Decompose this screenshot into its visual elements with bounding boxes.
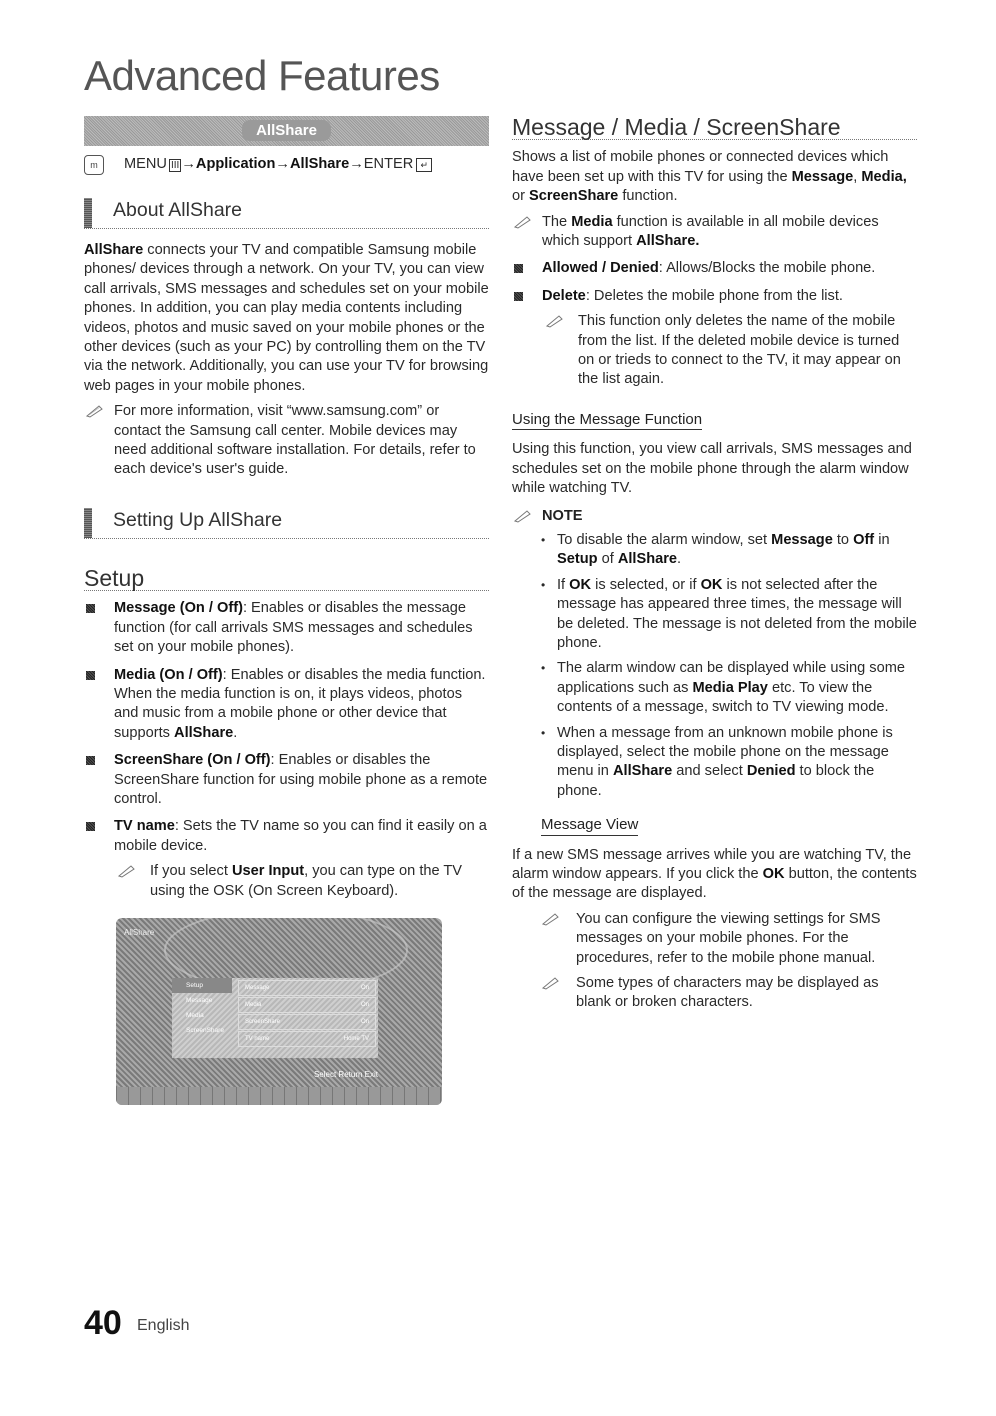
screen-menu [172,978,232,1038]
about-note: For more information, visit “www.samsung.com” or contact the Samsung call center. Mobile devices may need additional software installation. For details, refer to each device's user's guide. [84,402,489,480]
intro-text: Shows a list of mobile phones or connected devices which have been set up with this TV for using the Message, Media, or ScreenShare function. [512,149,907,205]
note-item: • To disable the alarm window, set Message to Off in Setup of AllShare. [512,531,917,570]
allshare-banner [84,116,489,146]
delete-item: Delete: Deletes the mobile phone from the list. This function only deletes the name of the mobile from the list. If the deleted mobile device is turned on or trieds to connect to the TV, it may appear on the list again. [512,287,917,390]
allowed-denied-item: Allowed / Denied: Allows/Blocks the mobile phone. [512,259,917,278]
menu-path [84,154,489,176]
screen-bottom-strip [116,1087,442,1105]
message-media-screenshare-heading: Message / Media / ScreenShare [512,118,917,140]
menu-label: MENU III [124,155,180,172]
note-label: NOTE [512,507,917,526]
setup-item-message: Message (On / Off): Enables or disables the message function (for call arrivals SMS messages and schedules set on your mobile phones). [84,599,489,657]
screen-menu-setup: Setup [172,978,232,993]
screen-settings-grid [238,980,376,1048]
setting-up-heading [84,508,489,539]
heading-bar [84,508,92,538]
tv-name-note: If you select User Input, you can type on the TV using the OSK (On Screen Keyboard). [116,862,489,901]
screen-legend: Select Return Exit [313,1070,378,1079]
setup-item-media: Media (On / Off): Enables or disables the media function. When the media function is on, it plays videos, photos and music from a mobile phone or other device that supports AllShare. [84,666,489,744]
note-item: • When a message from an unknown mobile phone is displayed, select the mobile phone on the message menu in AllShare and select Denied to block the phone. [512,724,917,802]
screen-corner-label: AllShare [124,928,155,937]
left-column [84,116,489,909]
media-note: The Media function is available in all mobile devices which support AllShare. [512,213,917,252]
using-message-text: Using this function, you view call arrivals, SMS messages and schedules set on the mobile phone through the alarm window while watching TV. [512,441,912,497]
note-pencil-icon [514,509,532,523]
about-heading [84,198,489,229]
using-message-heading: Using the Message Function [512,410,702,430]
screen-menu-screenshare: ScreenShare [186,1027,224,1034]
path-application: Application [195,156,276,173]
page-number: 40 [84,1304,122,1342]
screen-menu-message: Message [186,997,213,1004]
arrow-icon: → [181,156,196,173]
enter-icon: ↵ [416,158,432,172]
page-language: English [137,1317,190,1334]
delete-note: This function only deletes the name of the mobile from the list. If the deleted mobile device is turned on or trieds to connect to the TV, it may appear on the list again. [544,312,917,390]
arrow-icon: → [349,156,364,173]
heading-bar [84,198,92,228]
note-item: • If OK is selected, or if OK is not selected after the message has appeared three times, the message will be deleted. The message is not deleted from the mobile phone. [512,576,917,654]
note-pencil-icon [542,912,560,926]
message-view-text: If a new SMS message arrives while you are watching TV, the alarm window appears. If you click the OK button, the contents of the message are displayed. [512,846,917,902]
view-note: You can configure the viewing settings for SMS messages on your mobile phones. For the procedures, refer to the mobile phone manual. [512,910,917,968]
page-title: Advanced Features [84,52,440,99]
screen-row-message: Message On [238,980,376,996]
setup-item-tv-name: TV name: Sets the TV name so you can find it easily on a mobile device. If you select User Input, you can type on the TV using the OSK (On Screen Keyboard). [84,817,489,901]
note-pencil-icon [542,976,560,990]
note-pencil-icon [546,314,564,328]
note-pencil-icon [118,864,136,878]
path-allshare: AllShare [289,156,350,173]
view-note: Some types of characters may be displayed as blank or broken characters. [512,974,917,1013]
screen-row-screenshare: ScreenShare On [238,1014,376,1030]
menu-button-icon: III [170,159,180,171]
note-pencil-icon [86,404,104,418]
right-column [512,114,917,1019]
about-heading-text: About AllShare [113,199,243,221]
message-view-heading: Message View [541,815,638,835]
screen-row-tv-name: TV name Home TV [238,1031,376,1047]
banner-label: AllShare [242,120,331,141]
setup-heading: Setup [84,569,489,591]
screen-row-media: Media On [238,997,376,1013]
allshare-setup-screenshot [116,918,442,1105]
menu-remote-icon: m [84,155,104,175]
path-enter: ENTER [363,156,414,173]
setting-up-heading-text: Setting Up AllShare [113,508,283,531]
about-body: AllShare connects your TV and compatible Samsung mobile phones/ devices through a network. On your TV, you can view call arrivals, SMS messages and schedules set on your mobile phones. In addition, you can play media contents including videos, photos and music saved on your mobile phones or the other devices (such as your PC) by controlling them on the TV via the network. Additionally, you can use your TV for browsing web pages in your mobile phones. [84,242,489,394]
note-item: • The alarm window can be displayed while using some applications such as Media Play etc. To view the contents of a message, switch to TV viewing mode. [512,659,917,717]
screen-menu-media: Media [186,1012,204,1019]
arrow-icon: → [275,156,290,173]
setup-item-screenshare: ScreenShare (On / Off): Enables or disables the ScreenShare function for using mobile phone as a remote control. [84,751,489,809]
note-pencil-icon [514,215,532,229]
